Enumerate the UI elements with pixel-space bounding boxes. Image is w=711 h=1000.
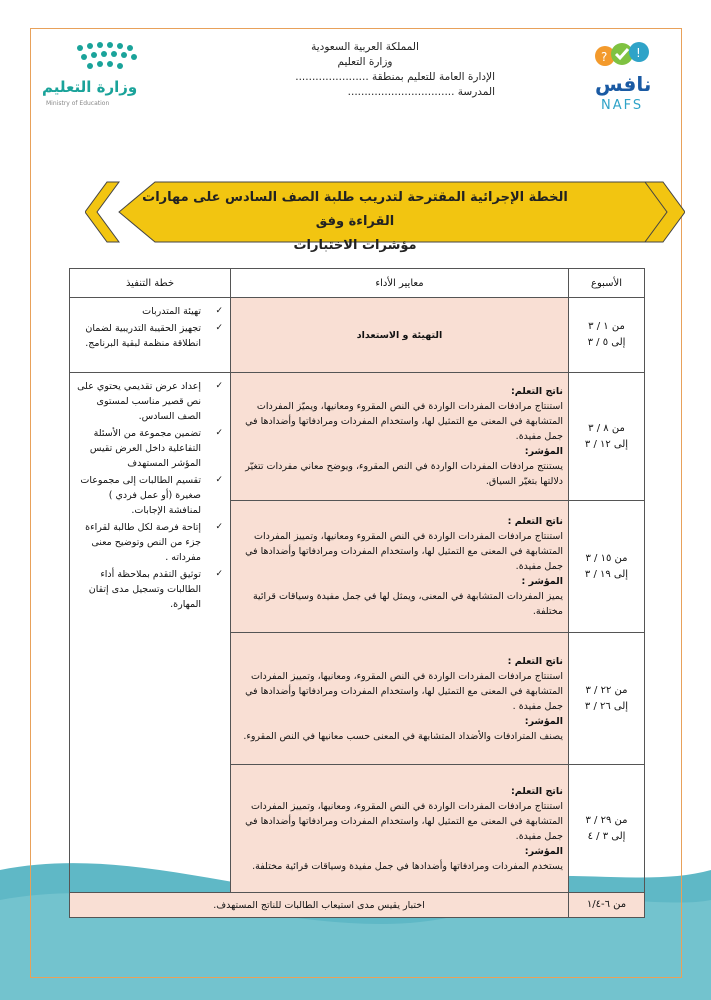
week-from: من ٢٢ / ٣: [585, 684, 628, 696]
outcome-label: ناتج التعلم :: [507, 516, 563, 527]
indicator-text: يميز المفردات المتشابهة في المعنى، ويمثل لها في جمل مفيدة وسياقات قرائية مختلفة.: [252, 591, 563, 617]
table-row-final: [70, 893, 645, 918]
week-from: من ٨ / ٣: [588, 422, 625, 434]
week-to: إلى ٢٦ / ٣: [584, 700, 629, 712]
nafs-arabic-name: نافس: [595, 72, 652, 96]
table-row: [70, 373, 645, 501]
final-test-cell: اختبار يقيس مدى استيعاب الطالبات للناتج المستهدف.: [70, 893, 569, 918]
plan-main-cell: [70, 373, 231, 893]
performance-cell: [231, 765, 569, 893]
moe-arabic-name: وزارة التعليم: [42, 78, 138, 96]
moe-dots-icon: [70, 40, 146, 74]
indicator-label: المؤشر:: [524, 715, 563, 727]
svg-text:?: ?: [601, 50, 608, 64]
performance-cell: [231, 633, 569, 765]
plan-item: ✓ تقسيم الطالبات إلى مجموعات صغيرة (أو عمل فردي ) لمنافشة الإجابات.: [75, 473, 225, 518]
nafs-badges-icon: [587, 38, 657, 72]
indicator-label: المؤشر:: [524, 446, 563, 457]
final-week-cell: من ٦-١/٤: [569, 893, 645, 918]
outcome-text: استنتاج مرادفات المفردات الواردة في النص المقروء، ومعانيها، وتمييز المفردات المتشابهة في المعنى مع التمثيل لها، واستخدام المفردات ومرادفاتها وأضدادها في جمل مفيدة.: [245, 800, 563, 842]
performance-cell: [231, 373, 569, 501]
plan-title-line1: الخطة الإجرائية المقترحة لتدريب طلبة الصف السادس على مهارات القراءة وفق: [142, 190, 568, 229]
week-from: من ١٥ / ٣: [585, 552, 628, 564]
week-from: من ١ / ٣: [588, 321, 625, 332]
plan-item: ✓ تضمين مجموعة من الأسئلة التفاعلية داخل العرض تقيس المؤشر المستهدف: [75, 426, 225, 471]
week-cell: [569, 501, 645, 633]
plan-item: ✓ تجهيز الحقيبة التدريبية لضمان انطلاقة منظمة لبقية البرنامج.: [75, 321, 225, 351]
nafs-logo: [587, 38, 657, 116]
header-school: المدرسة ................................: [347, 86, 495, 98]
performance-cell: التهيئة و الاستعداد: [231, 298, 569, 373]
week-to: إلى ١٩ / ٣: [584, 568, 629, 580]
plan-cell: [70, 298, 231, 373]
plan-item: ✓ إعداد عرض تقديمي يحتوي على نص قصير مناسب لمستوى الصف السادس.: [75, 379, 225, 424]
week-to: إلى ١٢ / ٣: [584, 438, 629, 450]
indicator-text: يستخدم المفردات ومرادفاتها وأضدادها في جمل مفيدة وسياقات قرائية مختلفة.: [252, 860, 563, 872]
svg-text:!: !: [636, 46, 641, 60]
outcome-label: ناتج التعلم:: [510, 386, 563, 397]
outcome-text: استنتاج مرادفات المفردات الواردة في النص المقروء، ومعانيها، وتمييز المفردات المتشابهة في المعنى مع التمثيل لها، واستخدام المفردات ومرادفاتها وأضدادها في جمل مفيدة .: [245, 670, 563, 712]
outcome-text: استنتاج مرادفات المفردات الواردة في النص المقروء ومعانيها، ويميّز المفردات المتشابهة في المعنى مع التمثيل لها، واستخدام المفردات ومرادفاتها وأضدادها في جمل مفيدة.: [245, 401, 563, 442]
week-cell: [569, 298, 645, 373]
header-week: الأسبوع: [569, 269, 645, 298]
header-directorate: الإدارة العامة للتعليم بمنطقة ......................: [295, 71, 495, 83]
table-row: [70, 298, 645, 373]
week-to: إلى ٣ / ٤: [587, 830, 626, 842]
week-to: إلى ٥ / ٣: [587, 337, 626, 348]
indicator-label: المؤشر:: [524, 845, 563, 857]
week-from: من ٢٩ / ٣: [585, 814, 628, 826]
nafs-english-name: NAFS: [601, 98, 644, 113]
indicator-text: يستنتج مرادفات المفردات الواردة في النص المقروء، ويوضح معاني مفردات تتغيّر دلالتها بتغيّر السياق.: [245, 461, 563, 487]
page-header: [235, 40, 495, 100]
outcome-label: ناتج التعلم :: [507, 655, 563, 667]
performance-cell: [231, 501, 569, 633]
week-cell: [569, 765, 645, 893]
plan-title-line2: مؤشرات الاختبارات: [293, 238, 417, 253]
header-ministry: وزارة التعليم: [337, 56, 393, 68]
plan-item: ✓ توثيق التقدم بملاحظة أداء الطالبات وتسجيل مدى إتقان المهارة.: [75, 567, 225, 612]
week-cell: [569, 633, 645, 765]
plan-title: [140, 186, 570, 258]
moe-english-name: Ministry of Education: [46, 100, 110, 107]
header-kingdom: المملكة العربية السعودية: [311, 41, 419, 53]
header-plan: خطة التنفيذ: [70, 269, 231, 298]
outcome-label: ناتج التعلم:: [510, 785, 563, 797]
outcome-text: استنتاج مرادفات المفردات الواردة في النص المقروء ومعانيها، وتمييز المفردات المتشابهة في المعنى مع التمثيل لها، واستخدام المفردات ومرادفاتها وأضدادها في جمل مفيدة.: [245, 531, 563, 572]
plan-table: [69, 268, 645, 918]
week-cell: [569, 373, 645, 501]
plan-item: ✓ تهيئة المتدربات: [75, 304, 225, 319]
header-performance: معايير الأداء: [231, 269, 569, 298]
indicator-text: يصنف المترادفات والأضداد المتشابهة في المعنى حسب معانيها في النص المقروء.: [243, 730, 563, 742]
moe-logo: [42, 38, 162, 118]
indicator-label: المؤشر :: [521, 576, 563, 587]
plan-item: ✓ إتاحة فرصة لكل طالبة لقراءة جزء من النص وتوضيح معنى مفرداته .: [75, 520, 225, 565]
